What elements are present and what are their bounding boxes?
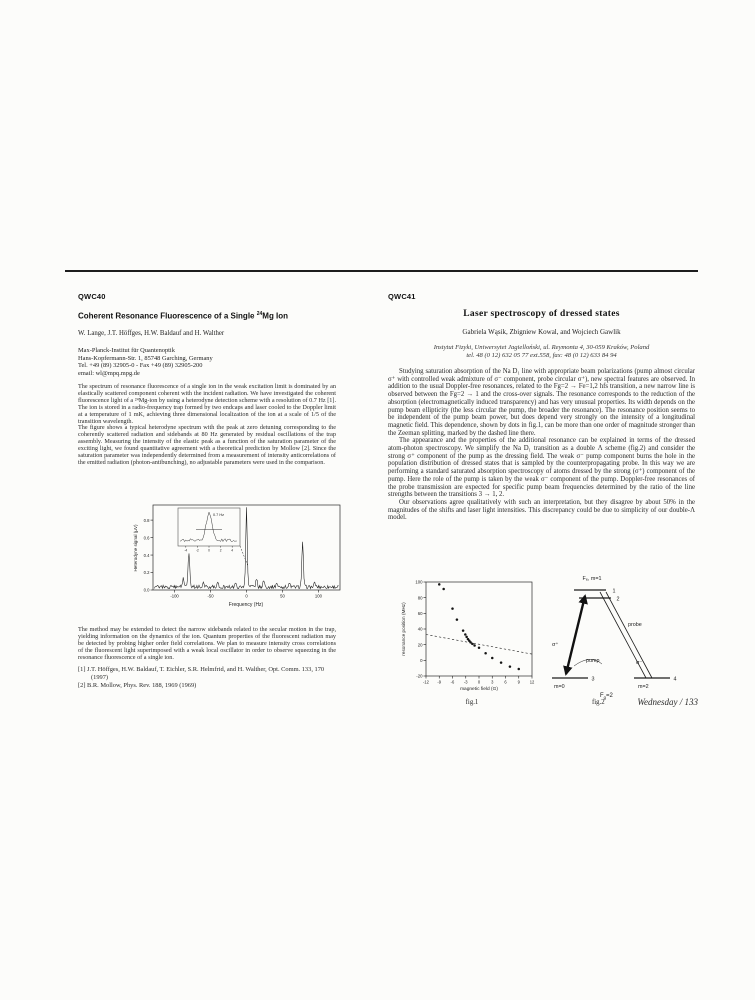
figure-resonance-scatter bbox=[396, 578, 544, 696]
svg-text:0.8: 0.8 bbox=[143, 517, 150, 523]
authors-left: W. Lange, J.T. Höffges, H.W. Baldauf and H. Walther bbox=[78, 330, 225, 337]
svg-text:-20: -20 bbox=[416, 673, 423, 679]
svg-text:0: 0 bbox=[420, 658, 423, 664]
contact-line: tel. 48 (0 12) 632 05 77 ext.558, fax: 48 (0 12) 633 84 94 bbox=[466, 352, 617, 359]
svg-text:Frequency (Hz): Frequency (Hz) bbox=[228, 602, 264, 608]
svg-text:-4: -4 bbox=[184, 548, 188, 553]
svg-text:-9: -9 bbox=[437, 679, 442, 685]
svg-text:0: 0 bbox=[245, 593, 248, 599]
svg-text:σ⁻: σ⁻ bbox=[636, 660, 643, 666]
title-superscript: 24 bbox=[256, 311, 263, 317]
svg-text:-12: -12 bbox=[423, 679, 429, 685]
svg-text:-6: -6 bbox=[450, 679, 455, 685]
svg-text:0.7 Hz: 0.7 Hz bbox=[213, 513, 224, 517]
abstract-paragraph: The method may be extended to detect the narrow sidebands related to the secular motion in the trap, yielding information on the dynamics of the ion. Quantum properties of the fluorescent radiation may be detected by probing higher order field correlations. We plan to measure intensity cross correlations of the fluorescent light superimposed with a weak local oscillator in order to observe squeezing in the resonance fluorescence of a single ion. bbox=[78, 626, 336, 661]
svg-text:9: 9 bbox=[517, 679, 520, 685]
title-text-end: Mg Ion bbox=[262, 311, 289, 321]
svg-text:3: 3 bbox=[591, 676, 595, 683]
affiliation-line: Hans-Kopfermann-Str. 1, 85748 Garching, Germany bbox=[78, 354, 213, 362]
svg-text:Fg=2: $F_g=2$ bbox=[600, 693, 613, 700]
svg-text:0.2: 0.2 bbox=[143, 570, 150, 576]
svg-text:60: 60 bbox=[417, 611, 423, 617]
paper-title-right: Laser spectroscopy of dressed states bbox=[463, 309, 620, 319]
svg-text:0.4: 0.4 bbox=[143, 552, 150, 558]
svg-text:Fₑ, m=1: Fₑ, m=1 bbox=[582, 576, 602, 582]
svg-text:1: 1 bbox=[612, 588, 616, 595]
svg-text:m=0: m=0 bbox=[554, 684, 565, 690]
figure-caption-2: fig.2 bbox=[592, 699, 605, 706]
svg-text:-3: -3 bbox=[463, 679, 468, 685]
svg-text:0: 0 bbox=[208, 548, 210, 553]
svg-text:0: 0 bbox=[477, 679, 481, 685]
authors-right: Gabriela Wąsik, Zbigniew Kowal, and Wojciech Gawlik bbox=[462, 328, 621, 336]
svg-text:3: 3 bbox=[491, 679, 494, 685]
svg-text:probe: probe bbox=[628, 622, 642, 628]
affiliation-left bbox=[78, 347, 336, 377]
abstract-paragraph: The figure shows a typical heterodyne spectrum with the peak at zero detuning corresponding to the coherently scattered radiation and sidebands at 80 Hz generated by residual oscillations of the trap assembly. Measuring the intensity of the elastic peak as a function of the saturation parameter of the exciting light, we found quantitative agreement with a theoretical prediction by Mollow [2]. Since the saturation parameter was independently determined from a measurement of intensity anticorrelations of the emitted radiation (photon-antibunching), no adjustable parameters were used in the comparison. bbox=[78, 424, 336, 466]
svg-text:50: 50 bbox=[280, 593, 285, 599]
svg-text:6: 6 bbox=[504, 679, 507, 685]
svg-text:-50: -50 bbox=[207, 593, 214, 599]
svg-text:80: 80 bbox=[417, 595, 423, 601]
abstract-paragraph: Studying saturation absorption of the Na D₁ line with appropriate beam polarizations (pump almost circular σ⁺ with controlled weak admixture of σ⁻ component, probe circular σ⁺), new spectral features are observed. In addition to the usual Doppler-free resonances, related to the Fg=2 → Fe=1,2 hfs transition, a new narrow line is observed between the Fg=2 → 1 and the cross-over signals. The resonance corresponds to the reduction of the absorption (electromagnetically induced transparency) and has very unusual properties. Its width depends on the pump beam ellipticity (the less circular the pump, the broader the resonance). The resonance position seems to be independent of the pump beam power, but does depend very strongly on the intensity of a longitudinal magnetic field. This dependence, shown by dots in fig.1, can be more than one order of magnitude stronger than the Zeeman splitting, marked by the dashed line there. bbox=[388, 368, 695, 437]
reference-item: [1] J.T. Höffges, H.W. Baldauf, T. Eichler, S.R. Helmfrid, and H. Walther, Opt. Comm. 133, 170 (1997) bbox=[78, 666, 325, 681]
svg-text:4: 4 bbox=[231, 548, 234, 553]
svg-text:100: 100 bbox=[314, 593, 322, 599]
references-list bbox=[78, 666, 336, 691]
reference-item: [2] B.R. Mollow, Phys. Rev. 188, 1969 (1969) bbox=[78, 682, 197, 690]
abstract-paragraph: The appearance and the properties of the additional resonance can be explained in terms of the dressed atom-photon spectroscopy. We simplify the Na D₁ transition as a double Λ scheme (fig.2) and consider the strong σ⁺ component of the pump as the dressing field. The weak σ⁻ pump component burns the hole in the population distribution of dressed states that is sampled by the counterpropagating probe. In this way we are performing a standard saturated absorption spectroscopy of atoms dressed by the strong (σ⁺) component of the pump. Here the role of the pump is taken by the weak σ⁻ component of the pump. Doppler-free resonances of the probe transmission are expected for specific pump beam frequencies determined by the ratio of the line strengths between the transitions 3 → 1, 2. bbox=[388, 437, 695, 499]
svg-text:2: 2 bbox=[616, 596, 620, 603]
page-footer: Wednesday / 133 bbox=[637, 697, 698, 707]
affiliation-line: Instytut Fizyki, Uniwersytet Jagielloński, ul. Reymonta 4, 30-059 Kraków, Poland bbox=[433, 344, 650, 351]
affiliation-line: Max-Planck-Institut für Quantenoptik bbox=[78, 347, 175, 354]
svg-text:m=2: m=2 bbox=[638, 684, 649, 690]
svg-text:0.0: 0.0 bbox=[143, 587, 150, 593]
figure-level-diagram bbox=[548, 570, 688, 700]
session-code-left: QWC40 bbox=[78, 292, 106, 301]
svg-text:-100: -100 bbox=[170, 593, 179, 599]
svg-text:4: 4 bbox=[673, 676, 677, 683]
svg-text:-2: -2 bbox=[195, 548, 199, 553]
svg-text:40: 40 bbox=[417, 626, 423, 632]
affiliation-line: Tel. +49 (89) 32905-0 - Fax +49 (89) 32905-200 bbox=[78, 362, 203, 370]
abstract-body-left bbox=[78, 384, 336, 467]
title-text: Coherent Resonance Fluorescence of a Single bbox=[78, 311, 257, 321]
svg-text:20: 20 bbox=[417, 642, 423, 648]
svg-text:0.6: 0.6 bbox=[143, 535, 150, 541]
svg-text:2: 2 bbox=[219, 548, 222, 553]
abstract-body-right bbox=[388, 368, 695, 522]
svg-text:resonance position (MHz): resonance position (MHz) bbox=[401, 602, 406, 656]
abstract-paragraph: Our observations agree qualitatively with such an interpretation, but they disagree by about 50% in the magnitudes of the shifts and laser light intensities. This discrepancy could be due to simplicity of our double-Λ model. bbox=[388, 498, 695, 522]
svg-text:12: 12 bbox=[529, 679, 535, 685]
svg-text:pump: pump bbox=[586, 658, 600, 664]
paper-title-left bbox=[78, 310, 336, 321]
figure-caption-1: fig.1 bbox=[465, 699, 479, 706]
affiliation-line: email: wl@mpq.mpg.de bbox=[78, 369, 140, 377]
abstract-paragraph: The spectrum of resonance fluorescence of a single ion in the weak excitation limit is dominated by an elastically scattered component coherent with the incident radiation. We have investigated the coherent fluorescence light of a ²⁴Mg-ion by using a heterodyne detection scheme with a resolution of 0.7 Hz [1]. The ion is stored in a radio-frequency trap formed by two endcaps and laser cooled to the Doppler limit at a temperature of 1 mK, achieving three dimensional localization of the ion at a scale of 1/5 of the transition wavelength. bbox=[78, 383, 336, 425]
page-divider-rule bbox=[65, 270, 698, 272]
svg-text:σ⁺: σ⁺ bbox=[552, 642, 559, 648]
svg-text:magnetic field (G): magnetic field (G) bbox=[460, 687, 498, 692]
svg-text:100: 100 bbox=[415, 579, 423, 585]
figure-heterodyne-spectrum bbox=[130, 502, 345, 614]
svg-text:Heterodyne signal (µV): Heterodyne signal (µV) bbox=[133, 524, 138, 572]
affiliation-right bbox=[388, 344, 695, 360]
session-code-right: QWC41 bbox=[388, 292, 416, 301]
